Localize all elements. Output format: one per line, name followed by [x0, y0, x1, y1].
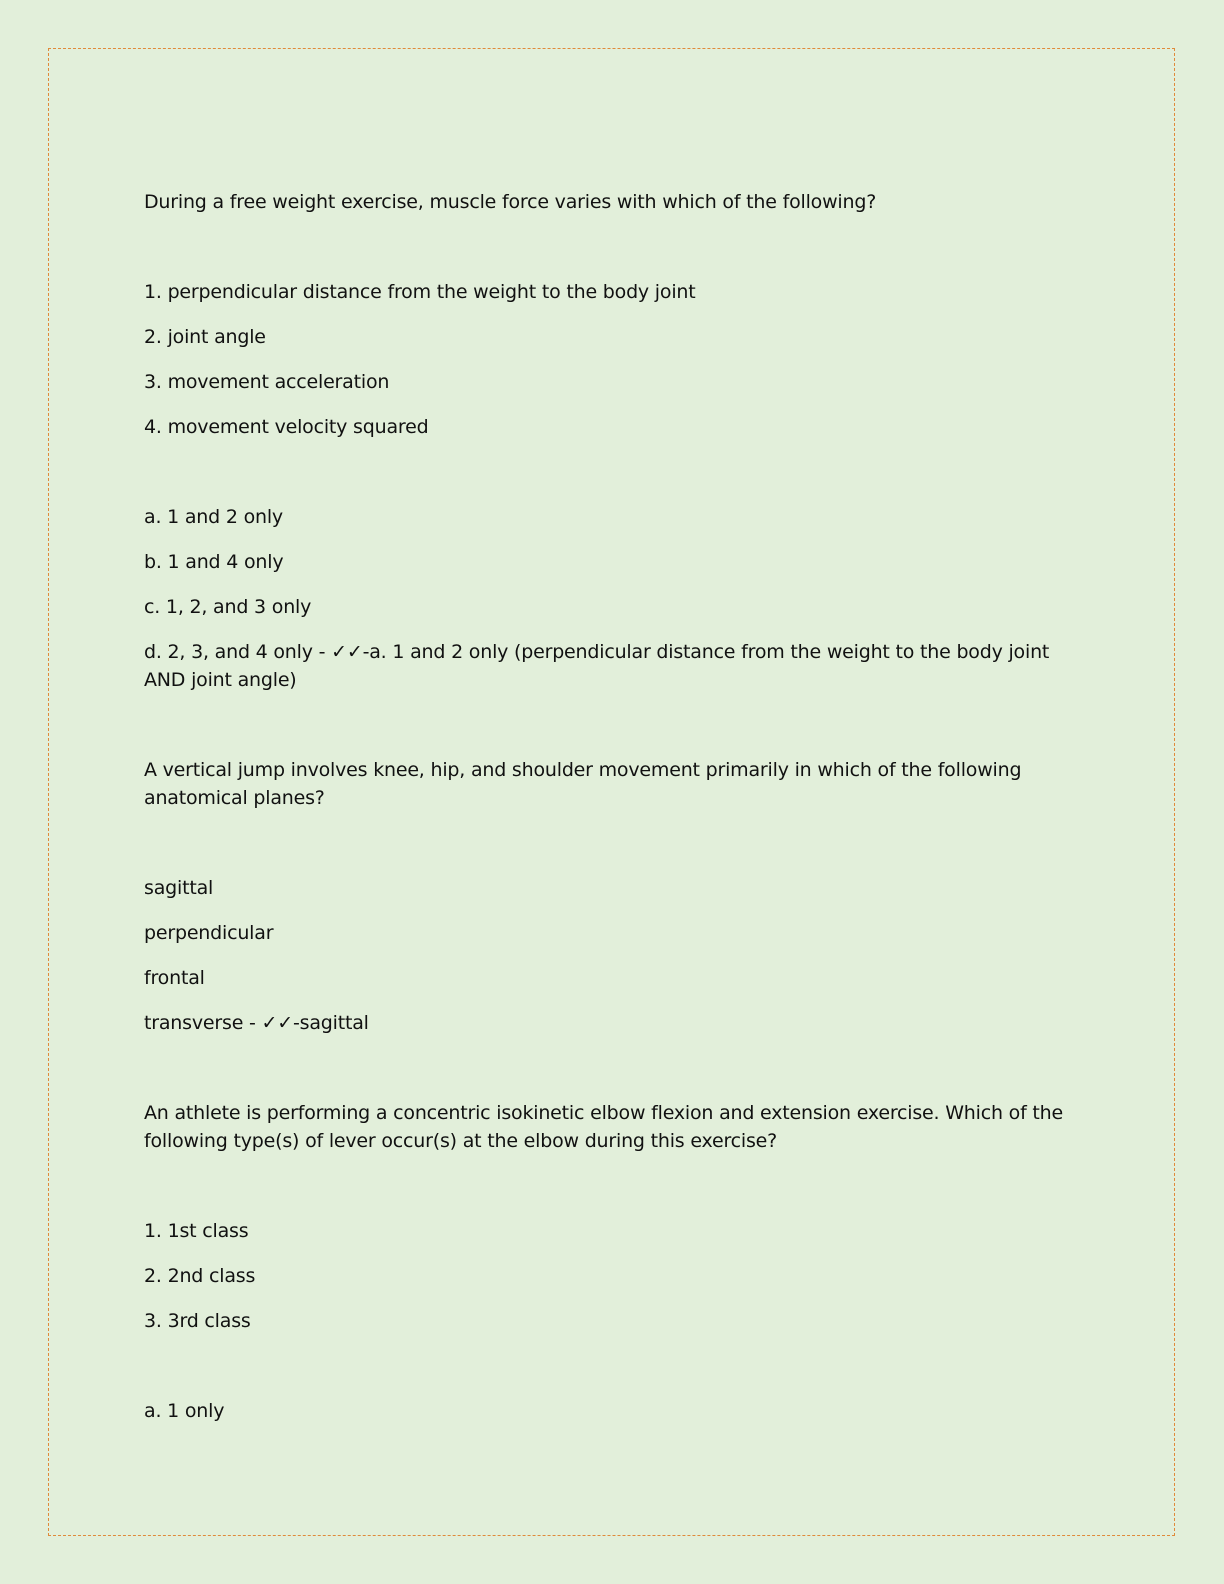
correct-answer: -sagittal: [292, 1012, 369, 1034]
statement-item: 3. movement acceleration: [144, 371, 390, 393]
answer-option: a. 1 only: [144, 1400, 225, 1422]
question-prompt: A vertical jump involves knee, hip, and shoulder movement primarily in which of the following anatomical planes?: [144, 759, 1022, 809]
statement-item: 2. 2nd class: [144, 1265, 256, 1287]
question-prompt: During a free weight exercise, muscle force varies with which of the following?: [144, 191, 877, 213]
answer-option: frontal: [144, 967, 205, 989]
answer-option-last: d. 2, 3, and 4 only -: [144, 641, 332, 663]
double-check-icon: ✓✓: [331, 641, 363, 663]
answer-option-last: transverse -: [144, 1012, 262, 1034]
statement-item: 1. perpendicular distance from the weight to the body joint: [144, 281, 696, 303]
statement-item: 4. movement velocity squared: [144, 416, 429, 438]
answer-option-with-answer: [144, 1009, 1064, 1037]
answer-option: a. 1 and 2 only: [144, 506, 283, 528]
answer-option: perpendicular: [144, 922, 274, 944]
question-prompt: An athlete is performing a concentric isokinetic elbow flexion and extension exercise. Which of the following type(s) of lever occur(s) at the elbow during this exercise?: [144, 1102, 1063, 1152]
question-1: [144, 188, 1064, 694]
statement-item: 3. 3rd class: [144, 1310, 251, 1332]
statement-item: 2. joint angle: [144, 326, 266, 348]
statement-item: 1. 1st class: [144, 1220, 249, 1242]
question-3: [144, 1099, 1064, 1425]
answer-option: c. 1, 2, and 3 only: [144, 596, 312, 618]
answer-option: sagittal: [144, 877, 214, 899]
answer-option-with-answer: [144, 638, 1064, 694]
document-content: [144, 188, 1064, 1442]
answer-option: b. 1 and 4 only: [144, 551, 284, 573]
question-2: [144, 756, 1064, 1037]
double-check-icon: ✓✓: [261, 1012, 293, 1034]
correct-answer: -a. 1 and 2 only (perpendicular distance from the weight to the body joint AND joint angle): [144, 641, 1050, 691]
